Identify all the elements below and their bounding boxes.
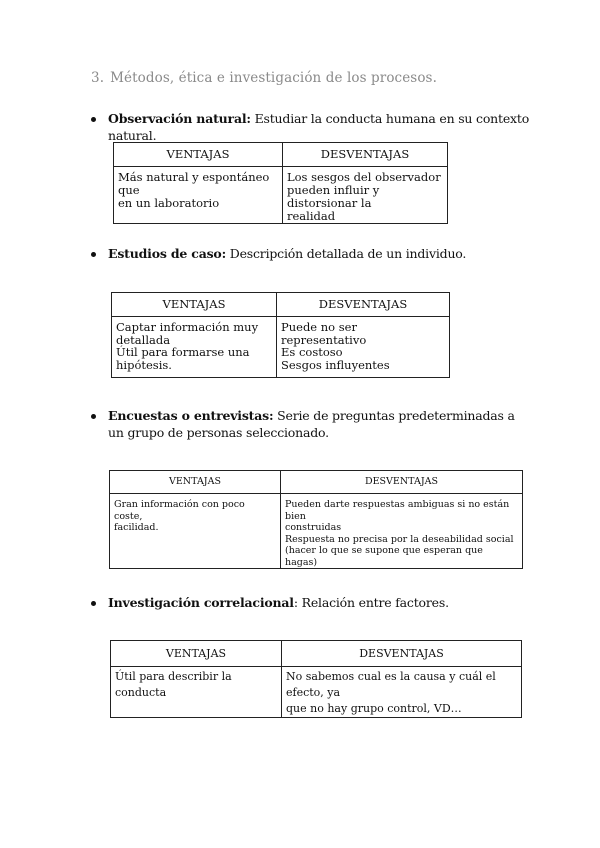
cell-ventajas: Más natural y espontáneo que en un laboratorio <box>114 167 283 224</box>
header-desventajas: DESVENTAJAS <box>277 293 450 317</box>
cell-desventajas: Los sesgos del observador pueden influir y distorsionar la realidad <box>283 167 448 224</box>
bullet-observacion-natural <box>91 110 531 144</box>
header-ventajas: VENTAJAS <box>110 471 281 494</box>
table-header-row <box>110 471 523 494</box>
table-row <box>110 494 523 569</box>
table-row <box>114 167 448 224</box>
bullet-dot-icon <box>91 601 96 606</box>
section-heading <box>91 70 437 86</box>
cell-desventajas: Puede no ser representativo Es costoso Sesgos influyentes <box>277 317 450 378</box>
bullet-investigacion-correlacional <box>91 594 531 611</box>
header-ventajas: VENTAJAS <box>112 293 277 317</box>
header-desventajas: DESVENTAJAS <box>283 143 448 167</box>
bullet-title: Estudios de caso: <box>108 246 226 261</box>
bullet-dot-icon <box>91 252 96 257</box>
bullet-title: Observación natural: <box>108 111 251 126</box>
bullet-description: Serie de preguntas predeterminadas a un grupo de personas seleccionado. <box>108 408 515 440</box>
table-observacion-natural <box>113 142 448 224</box>
table-row <box>112 317 450 378</box>
cell-ventajas: Gran información con poco coste, facilidad. <box>110 494 281 569</box>
section-number: 3. <box>91 70 105 86</box>
header-desventajas: DESVENTAJAS <box>281 471 523 494</box>
table-investigacion-correlacional <box>110 640 522 718</box>
cell-desventajas: Pueden darte respuestas ambiguas si no están bien construidas Respuesta no precisa por la deseabilidad social (hacer lo que se supone que esperan que hagas) <box>281 494 523 569</box>
section-title: Métodos, ética e investigación de los procesos. <box>110 70 437 86</box>
bullet-estudios-de-caso <box>91 245 531 262</box>
bullet-title: Encuestas o entrevistas: <box>108 408 274 423</box>
table-header-row <box>112 293 450 317</box>
table-header-row <box>114 143 448 167</box>
cell-ventajas: Útil para describir la conducta <box>111 667 282 718</box>
header-ventajas: VENTAJAS <box>114 143 283 167</box>
bullet-description: Descripción detallada de un individuo. <box>226 246 467 261</box>
table-encuestas-entrevistas <box>109 470 523 569</box>
bullet-encuestas-entrevistas <box>91 407 531 441</box>
table-row <box>111 667 522 718</box>
bullet-title: Investigación correlacional <box>108 595 294 610</box>
table-header-row <box>111 641 522 667</box>
cell-ventajas: Captar información muy detallada Útil para formarse una hipótesis. <box>112 317 277 378</box>
table-estudios-de-caso <box>111 292 450 378</box>
bullet-dot-icon <box>91 414 96 419</box>
bullet-description: : Relación entre factores. <box>293 595 449 610</box>
cell-desventajas: No sabemos cual es la causa y cuál el efecto, ya que no hay grupo control, VD… <box>282 667 522 718</box>
header-ventajas: VENTAJAS <box>111 641 282 667</box>
header-desventajas: DESVENTAJAS <box>282 641 522 667</box>
bullet-description: Estudiar la conducta humana en su contexto natural. <box>108 111 530 143</box>
bullet-dot-icon <box>91 117 96 122</box>
